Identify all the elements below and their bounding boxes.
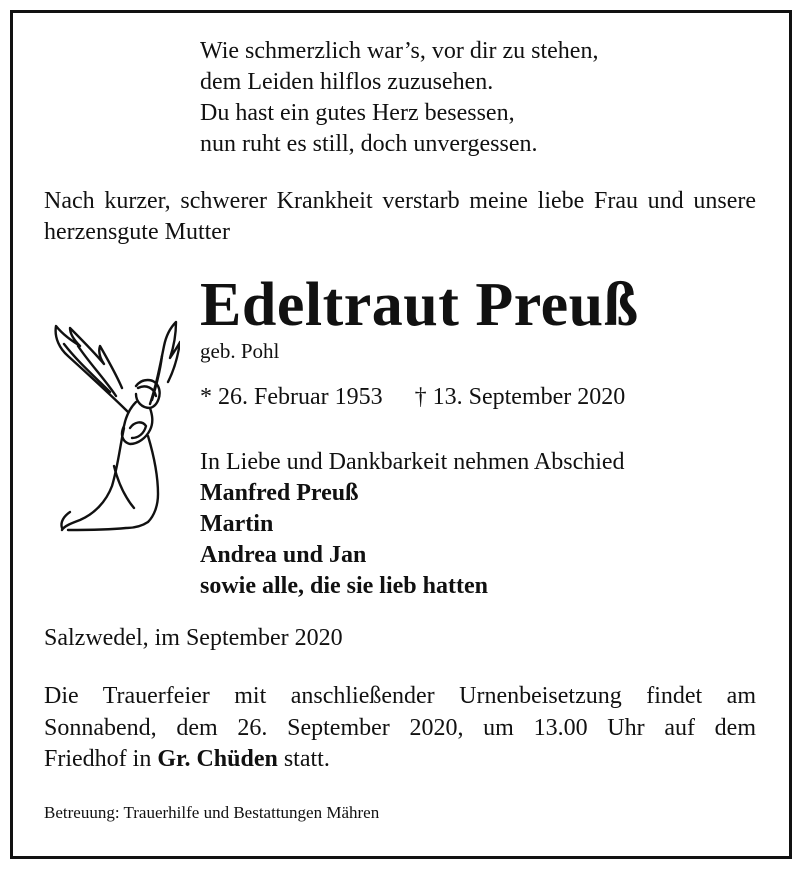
care-note: Betreuung: Trauerhilfe und Bestattungen Mähren	[44, 803, 380, 822]
funeral-line	[44, 744, 756, 776]
deceased-name: Edeltraut Preuß	[200, 271, 639, 339]
funeral-line: Sonnabend, dem 26. September 2020, um 13.00 Uhr auf dem	[44, 714, 756, 741]
death-date: † 13. September 2020	[414, 384, 626, 410]
funeral-line: Die Trauerfeier mit anschließender Urnenbeisetzung findet am	[44, 683, 756, 709]
funeral-prefix: Friedhof in	[44, 746, 152, 772]
angel-icon	[50, 316, 180, 536]
mourners-intro: In Liebe und Dankbarkeit nehmen Abschied	[200, 449, 625, 475]
mourner-name: Andrea und Jan	[200, 542, 367, 568]
mourner-name: Manfred Preuß	[200, 480, 359, 506]
poem-line: dem Leiden hilflos zuzusehen.	[200, 69, 494, 95]
funeral-notice	[44, 681, 756, 776]
birth-date: * 26. Februar 1953	[200, 384, 383, 410]
place-date: Salzwedel, im September 2020	[44, 625, 343, 651]
intro-text: Nach kurzer, schwerer Krankheit verstarb meine liebe Frau und unsere herzensgute Mutter	[44, 188, 756, 245]
mourners-block	[200, 447, 625, 602]
funeral-suffix: statt.	[283, 746, 330, 772]
funeral-location: Gr. Chüden	[157, 746, 278, 772]
poem-line: nun ruht es still, doch unvergessen.	[200, 131, 538, 157]
poem	[200, 36, 598, 160]
mourner-name: sowie alle, die sie lieb hatten	[200, 573, 488, 599]
poem-line: Wie schmerzlich war’s, vor dir zu stehen,	[200, 38, 599, 64]
poem-line: Du hast ein gutes Herz besessen,	[200, 100, 515, 126]
birth-name: geb. Pohl	[200, 339, 280, 363]
life-dates	[200, 382, 625, 412]
mourner-name: Martin	[200, 511, 274, 537]
